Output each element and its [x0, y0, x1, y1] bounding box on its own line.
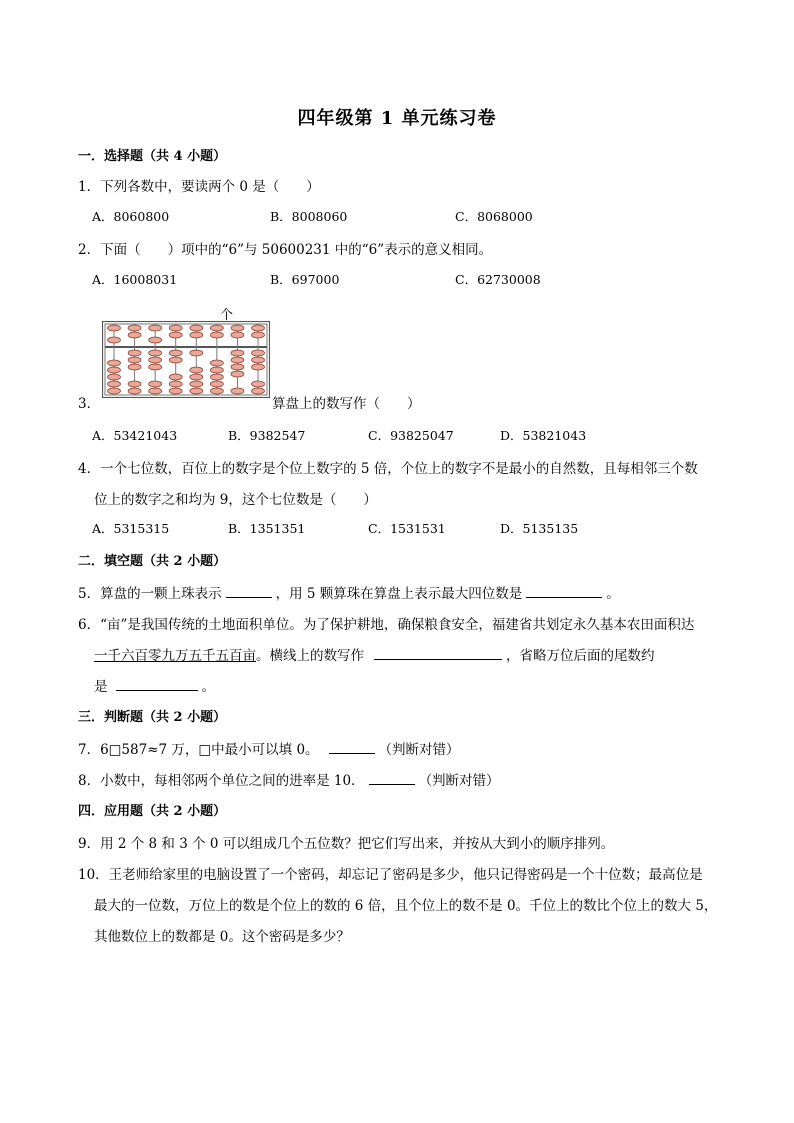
- abacus-upper-bead: [108, 337, 121, 343]
- abacus-lower-bead: [128, 388, 141, 394]
- question-4-line2: 位上的数字之和均为 9，这个七位数是（ ）: [94, 492, 377, 508]
- abacus-lower-bead: [231, 350, 244, 356]
- abacus-lower-bead: [210, 374, 223, 380]
- q8-blank[interactable]: [369, 771, 415, 785]
- question-6-line1: 6．“亩”是我国传统的土地面积单位。为了保护耕地，确保粮食安全，福建省共划定永久基本农田面积达: [78, 617, 695, 633]
- question-8: [78, 769, 500, 789]
- abacus-lower-bead: [210, 388, 223, 394]
- q7-blank[interactable]: [329, 740, 375, 754]
- abacus-upper-bead: [108, 325, 121, 331]
- q7-suffix: （判断对错）: [378, 742, 460, 758]
- abacus-upper-bead: [149, 325, 162, 331]
- q5-blank-2[interactable]: [526, 584, 602, 598]
- abacus-lower-bead: [252, 364, 265, 370]
- question-10-line3: 其他数位上的数都是 0。这个密码是多少？: [94, 929, 350, 945]
- abacus-image: [102, 321, 270, 398]
- section-choice-heading: 一．选择题（共 4 小题）: [78, 149, 227, 164]
- abacus-lower-bead: [252, 357, 265, 363]
- q2-option-a: A．16008031: [92, 272, 178, 287]
- abacus-lower-bead: [190, 367, 203, 373]
- abacus-lower-bead: [108, 374, 121, 380]
- q4-option-b: B．1351351: [228, 521, 306, 536]
- abacus-lower-bead: [210, 360, 223, 366]
- abacus-ones-label: 个: [220, 308, 234, 323]
- q5-blank-1[interactable]: [226, 584, 272, 598]
- abacus-lower-bead: [128, 381, 141, 387]
- question-3-text: 算盘上的数写作（ ）: [272, 396, 421, 412]
- question-6-line2: [94, 644, 655, 664]
- abacus-lower-bead: [169, 350, 182, 356]
- question-10-line1: 10．王老师给家里的电脑设置了一个密码，却忘记了密码是多少，他只记得密码是一个十位数；最高位是: [78, 867, 703, 883]
- abacus-lower-bead: [190, 374, 203, 380]
- abacus-upper-bead: [252, 332, 265, 338]
- abacus-lower-bead: [231, 388, 244, 394]
- abacus-lower-bead: [169, 381, 182, 387]
- section-judge-heading: 三．判断题（共 2 小题）: [78, 710, 227, 725]
- q1-option-a: A．8060800: [92, 209, 170, 224]
- abacus-lower-bead: [190, 350, 203, 356]
- abacus-lower-bead: [128, 350, 141, 356]
- q5-part1: 5．算盘的一颗上珠表示: [78, 586, 222, 602]
- q7-text: 7．6□587≈7 万，□中最小可以填 0。: [78, 742, 319, 758]
- q4-option-d: D．5135135: [500, 521, 579, 536]
- q3-option-b: B．9382547: [228, 428, 306, 443]
- abacus-upper-bead: [149, 337, 162, 343]
- question-4-line1: 4．一个七位数，百位上的数字是个位上数字的 5 倍，个位上的数字不是最小的自然数，且每相邻三个数: [78, 461, 698, 477]
- question-5: [78, 582, 620, 602]
- q6-underlined-number: 一千六百零九万五千五百亩: [94, 648, 256, 664]
- question-6-line3: [94, 675, 215, 695]
- abacus-lower-bead: [108, 388, 121, 394]
- question-2: 2．下面（ ）项中的“6”与 50600231 中的“6”表示的意义相同。: [78, 242, 493, 258]
- q4-option-a: A．5315315: [92, 521, 170, 536]
- abacus-lower-bead: [252, 381, 265, 387]
- abacus-upper-bead: [210, 325, 223, 331]
- abacus-upper-bead: [169, 325, 182, 331]
- abacus-upper-bead: [190, 325, 203, 331]
- q2-option-c: C．62730008: [455, 272, 541, 287]
- section-fill-heading: 二．填空题（共 2 小题）: [78, 554, 227, 569]
- abacus-lower-bead: [149, 381, 162, 387]
- abacus-upper-bead: [231, 332, 244, 338]
- q8-text: 8．小数中，每相邻两个单位之间的进率是 10．: [78, 773, 365, 789]
- abacus-lower-bead: [190, 388, 203, 394]
- q3-option-d: D．53821043: [500, 428, 587, 443]
- question-1: 1．下列各数中，要读两个 0 是（ ）: [78, 179, 320, 195]
- q4-option-c: C．1531531: [368, 521, 446, 536]
- q6-blank-2[interactable]: [116, 677, 198, 691]
- abacus-lower-bead: [149, 357, 162, 363]
- q3-option-c: C．93825047: [368, 428, 454, 443]
- q6-line3-text: 是: [94, 679, 108, 695]
- abacus-lower-bead: [128, 364, 141, 370]
- abacus-upper-bead: [190, 332, 203, 338]
- abacus-upper-bead: [231, 325, 244, 331]
- abacus-lower-bead: [190, 381, 203, 387]
- abacus-lower-bead: [231, 357, 244, 363]
- q6-line2-text: 。横线上的数写作: [256, 648, 364, 664]
- q6-line2-text2: ，省略万位后面的尾数约: [506, 648, 655, 664]
- abacus-lower-bead: [169, 374, 182, 380]
- abacus-lower-bead: [231, 364, 244, 370]
- abacus-upper-bead: [210, 332, 223, 338]
- abacus-lower-bead: [108, 381, 121, 387]
- abacus-lower-bead: [252, 388, 265, 394]
- abacus-lower-bead: [210, 381, 223, 387]
- abacus-upper-bead: [128, 325, 141, 331]
- section-application-heading: 四．应用题（共 2 小题）: [78, 804, 227, 819]
- abacus-lower-bead: [231, 371, 244, 377]
- page-title: 四年级第 1 单元练习卷: [297, 108, 497, 129]
- q6-blank-1[interactable]: [374, 646, 502, 660]
- question-3-number: 3．: [78, 396, 101, 412]
- abacus-upper-bead: [169, 332, 182, 338]
- abacus-lower-bead: [169, 357, 182, 363]
- abacus-lower-bead: [252, 350, 265, 356]
- question-9: 9．用 2 个 8 和 3 个 0 可以组成几个五位数？把它们写出来，并按从大到小的顺序排列。: [78, 836, 615, 852]
- q6-line3-end: 。: [201, 679, 215, 695]
- q3-option-a: A．53421043: [92, 428, 178, 443]
- q2-option-b: B．697000: [270, 272, 340, 287]
- q8-suffix: （判断对错）: [418, 773, 500, 789]
- abacus-upper-bead: [252, 325, 265, 331]
- abacus-lower-bead: [149, 364, 162, 370]
- abacus-lower-bead: [169, 388, 182, 394]
- abacus-lower-bead: [108, 367, 121, 373]
- q5-part2: ，用 5 颗算珠在算盘上表示最大四位数是: [275, 586, 523, 602]
- abacus-lower-bead: [210, 367, 223, 373]
- question-10-line2: 最大的一位数，万位上的数是个位上的数的 6 倍，且个位上的数不是 0。千位上的数比个位上的数大 5，: [94, 898, 718, 914]
- question-7: [78, 738, 460, 758]
- q5-part3: 。: [606, 586, 620, 602]
- abacus-lower-bead: [128, 357, 141, 363]
- q1-option-b: B．8008060: [270, 209, 348, 224]
- abacus-lower-bead: [149, 350, 162, 356]
- abacus-lower-bead: [149, 388, 162, 394]
- abacus-lower-bead: [108, 360, 121, 366]
- q1-option-c: C．8068000: [455, 209, 533, 224]
- abacus-upper-bead: [128, 332, 141, 338]
